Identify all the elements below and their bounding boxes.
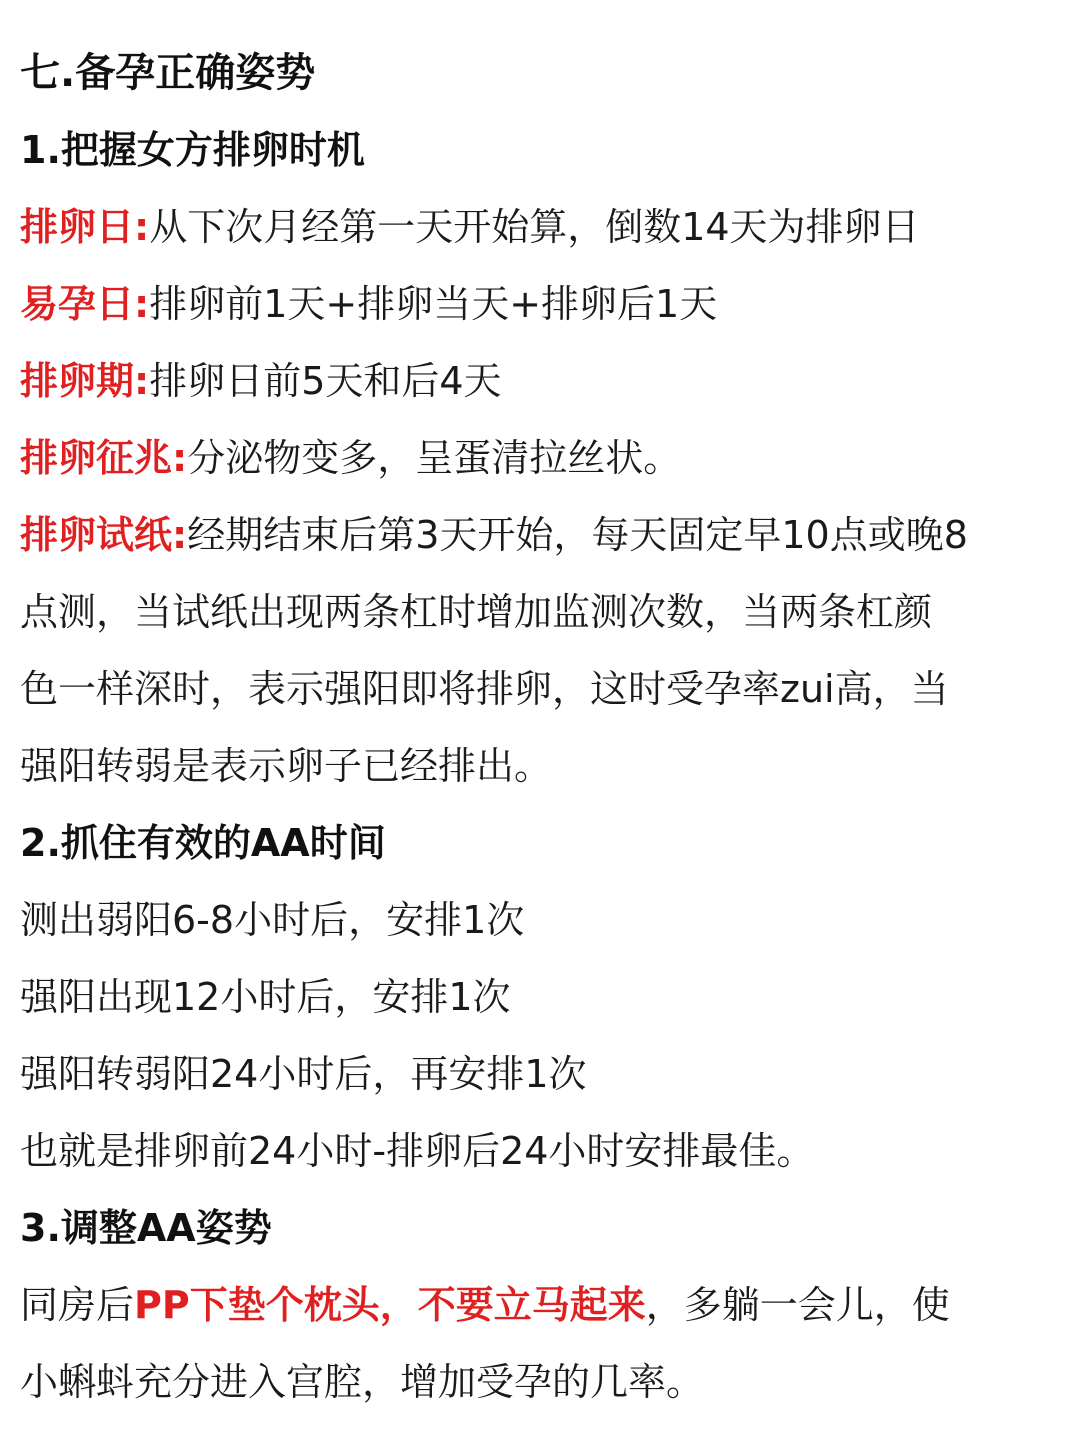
position-line-1 <box>20 1267 1080 1344</box>
ovulation-signs-label: 排卵征兆: <box>20 436 188 480</box>
test-strip-text: 经期结束后第3天开始，每天固定早10点或晚8 <box>187 513 968 557</box>
timing-line-3: 强阳转弱阳24小时后，再安排1次 <box>20 1052 587 1096</box>
fertile-day-text: 排卵前1天+排卵当天+排卵后1天 <box>149 282 718 326</box>
ovulation-signs-row <box>20 420 1080 497</box>
timing-line-2: 强阳出现12小时后，安排1次 <box>20 975 511 1019</box>
fertile-day-row <box>20 266 1080 343</box>
section1-heading: 1.把握女方排卵时机 <box>20 128 365 172</box>
ovulation-day-row <box>20 189 1080 266</box>
ovulation-day-text: 从下次月经第一天开始算，倒数14天为排卵日 <box>149 205 920 249</box>
position-line-2: 小蝌蚪充分进入宫腔，增加受孕的几率。 <box>20 1360 705 1404</box>
ovulation-period-text: 排卵日前5天和后4天 <box>149 359 502 403</box>
section2-heading: 2.抓住有效的AA时间 <box>20 821 386 865</box>
test-strip-continuation-3: 强阳转弱是表示卵子已经排出。 <box>20 744 553 788</box>
timing-line-4: 也就是排卵前24小时-排卵后24小时安排最佳。 <box>20 1129 815 1173</box>
test-strip-row <box>20 497 1080 574</box>
ovulation-period-label: 排卵期: <box>20 359 150 403</box>
ovulation-period-row <box>20 343 1080 420</box>
ovulation-signs-text: 分泌物变多，呈蛋清拉丝状。 <box>187 436 682 480</box>
position-line-1-highlight: PP下垫个枕头，不要立马起来 <box>134 1283 646 1327</box>
position-line-1-suffix: ，多躺一会儿，使 <box>645 1283 950 1327</box>
position-line-1-prefix: 同房后 <box>20 1283 135 1327</box>
test-strip-continuation-1: 点测，当试纸出现两条杠时增加监测次数，当两条杠颜 <box>20 590 933 634</box>
page-title: 七.备孕正确姿势 <box>20 50 316 96</box>
test-strip-label: 排卵试纸: <box>20 513 188 557</box>
section3-heading: 3.调整AA姿势 <box>20 1206 272 1250</box>
fertile-day-label: 易孕日: <box>20 282 150 326</box>
ovulation-day-label: 排卵日: <box>20 205 150 249</box>
timing-line-1: 测出弱阳6-8小时后，安排1次 <box>20 898 525 942</box>
test-strip-continuation-2: 色一样深时，表示强阳即将排卵，这时受孕率zui高，当 <box>20 667 949 711</box>
